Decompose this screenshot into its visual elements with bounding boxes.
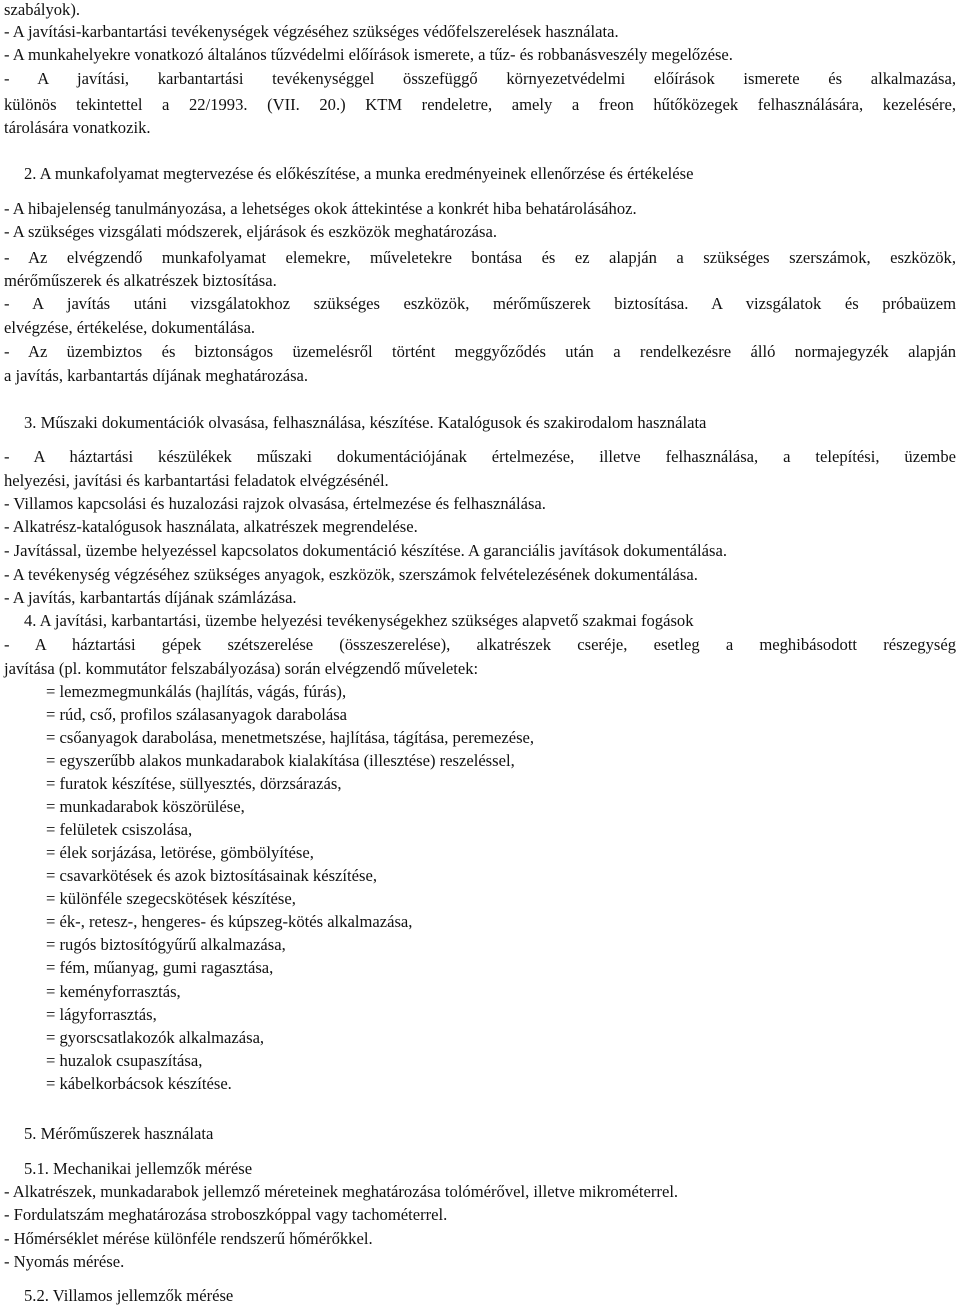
paragraph-line: javítása (pl. kommutátor felszabályozása) során elvégzendő műveletek: (4, 659, 479, 678)
list-item: - A javítási-karbantartási tevékenységek végzéséhez szükséges védőfelszerelések használata. (4, 22, 619, 41)
section-heading: 4. A javítási, karbantartási, üzembe helyezési tevékenységekhez szükséges alapvető szakmai fogások (24, 611, 694, 630)
paragraph-line: elvégzése, értékelése, dokumentálása. (4, 318, 256, 337)
operation-item: = egyszerűbb alakos munkadarabok kialakítása (illesztése) reszeléssel, (46, 751, 515, 770)
list-item: - A javítás utáni vizsgálatokhoz szükséges eszközök, mérőműszerek biztosítása. A vizsgálatok és próbaüzem (4, 294, 956, 313)
operation-item: = csavarkötések és azok biztosításainak készítése, (46, 866, 377, 885)
operation-item: = csőanyagok darabolása, menetmetszése, hajlítása, tágítása, peremezése, (46, 728, 535, 747)
list-item: - Fordulatszám meghatározása stroboszkóppal vagy tachométerrel. (4, 1205, 448, 1224)
list-item: - A háztartási gépek szétszerelése (összeszerelése), alkatrészek cseréje, esetleg a meghibásodott részegység (4, 635, 956, 654)
list-item: - A munkahelyekre vonatkozó általános tűzvédelmi előírások ismerete, a tűz- és robbanásveszély megelőzése. (4, 45, 733, 64)
subsection-heading: 5.1. Mechanikai jellemzők mérése (24, 1159, 253, 1178)
list-item: - Az üzembiztos és biztonságos üzemelésről történt meggyőződés után a rendelkezésre álló normajegyzék alapján (4, 342, 956, 361)
operation-item: = élek sorjázása, letörése, gömbölyítése, (46, 843, 314, 862)
operation-item: = furatok készítése, süllyesztés, dörzsárazás, (46, 774, 342, 793)
operation-item: = lemezmegmunkálás (hajlítás, vágás, fúrás), (46, 682, 347, 701)
operation-item: = munkadarabok köszörülése, (46, 797, 245, 816)
paragraph-line: mérőműszerek és alkatrészek biztosítása. (4, 271, 277, 290)
list-item: - A javítási, karbantartási tevékenységgel összefüggő környezetvédelmi előírások ismerete és alkalmazása, (4, 69, 956, 88)
paragraph-line: különös tekintettel a 22/1993. (VII. 20.) KTM rendeletre, amely a freon hűtőközegek felhasználására, kezelésére, (4, 95, 956, 114)
list-item: - Nyomás mérése. (4, 1252, 125, 1271)
section-heading: 2. A munkafolyamat megtervezése és előkészítése, a munka eredményeinek ellenőrzése és értékelése (24, 164, 694, 183)
list-item: - Javítással, üzembe helyezéssel kapcsolatos dokumentáció készítése. A garanciális javítások dokumentálása. (4, 541, 727, 560)
operation-item: = gyorscsatlakozók alkalmazása, (46, 1028, 265, 1047)
paragraph-line: helyezési, javítási és karbantartási feladatok elvégzésénél. (4, 471, 389, 490)
list-item: - A háztartási készülékek műszaki dokumentációjának értelmezése, illetve felhasználása, a telepítési, üzembe (4, 447, 956, 466)
section-heading: 5. Mérőműszerek használata (24, 1124, 214, 1143)
list-item: - A tevékenység végzéséhez szükséges anyagok, eszközök, szerszámok felvételezésének dokumentálása. (4, 565, 698, 584)
paragraph-line: tárolására vonatkozik. (4, 118, 151, 137)
operation-item: = különféle szegecskötések készítése, (46, 889, 296, 908)
operation-item: = huzalok csupaszítása, (46, 1051, 203, 1070)
operation-item: = lágyforrasztás, (46, 1005, 157, 1024)
operation-item: = fém, műanyag, gumi ragasztása, (46, 958, 274, 977)
operation-item: = kábelkorbácsok készítése. (46, 1074, 232, 1093)
list-item: - Az elvégzendő munkafolyamat elemekre, műveletekre bontása és ez alapján a szükséges szerszámok, eszközök, (4, 248, 956, 267)
list-item: - Alkatrészek, munkadarabok jellemző méreteinek meghatározása tolómérővel, illetve mikrométerrel. (4, 1182, 679, 1201)
operation-item: = felületek csiszolása, (46, 820, 193, 839)
list-item: - A javítás, karbantartás díjának számlázása. (4, 588, 297, 607)
paragraph-line: a javítás, karbantartás díjának meghatározása. (4, 366, 309, 385)
paragraph-line: szabályok). (4, 0, 81, 19)
operation-item: = rugós biztosítógyűrű alkalmazása, (46, 935, 286, 954)
list-item: - Alkatrész-katalógusok használata, alkatrészek megrendelése. (4, 517, 418, 536)
list-item: - A szükséges vizsgálati módszerek, eljárások és eszközök meghatározása. (4, 222, 498, 241)
operation-item: = rúd, cső, profilos szálasanyagok darabolása (46, 705, 348, 724)
section-heading: 3. Műszaki dokumentációk olvasása, felhasználása, készítése. Katalógusok és szakirodalom használata (24, 413, 707, 432)
operation-item: = ék-, retesz-, hengeres- és kúpszeg-kötés alkalmazása, (46, 912, 413, 931)
operation-item: = keményforrasztás, (46, 982, 181, 1001)
list-item: - A hibajelenség tanulmányozása, a lehetséges okok áttekintése a konkrét hiba behatárolásához. (4, 199, 637, 218)
list-item: - Hőmérséklet mérése különféle rendszerű hőmérőkkel. (4, 1229, 373, 1248)
subsection-heading: 5.2. Villamos jellemzők mérése (24, 1286, 234, 1305)
list-item: - Villamos kapcsolási és huzalozási rajzok olvasása, értelmezése és felhasználása. (4, 494, 546, 513)
